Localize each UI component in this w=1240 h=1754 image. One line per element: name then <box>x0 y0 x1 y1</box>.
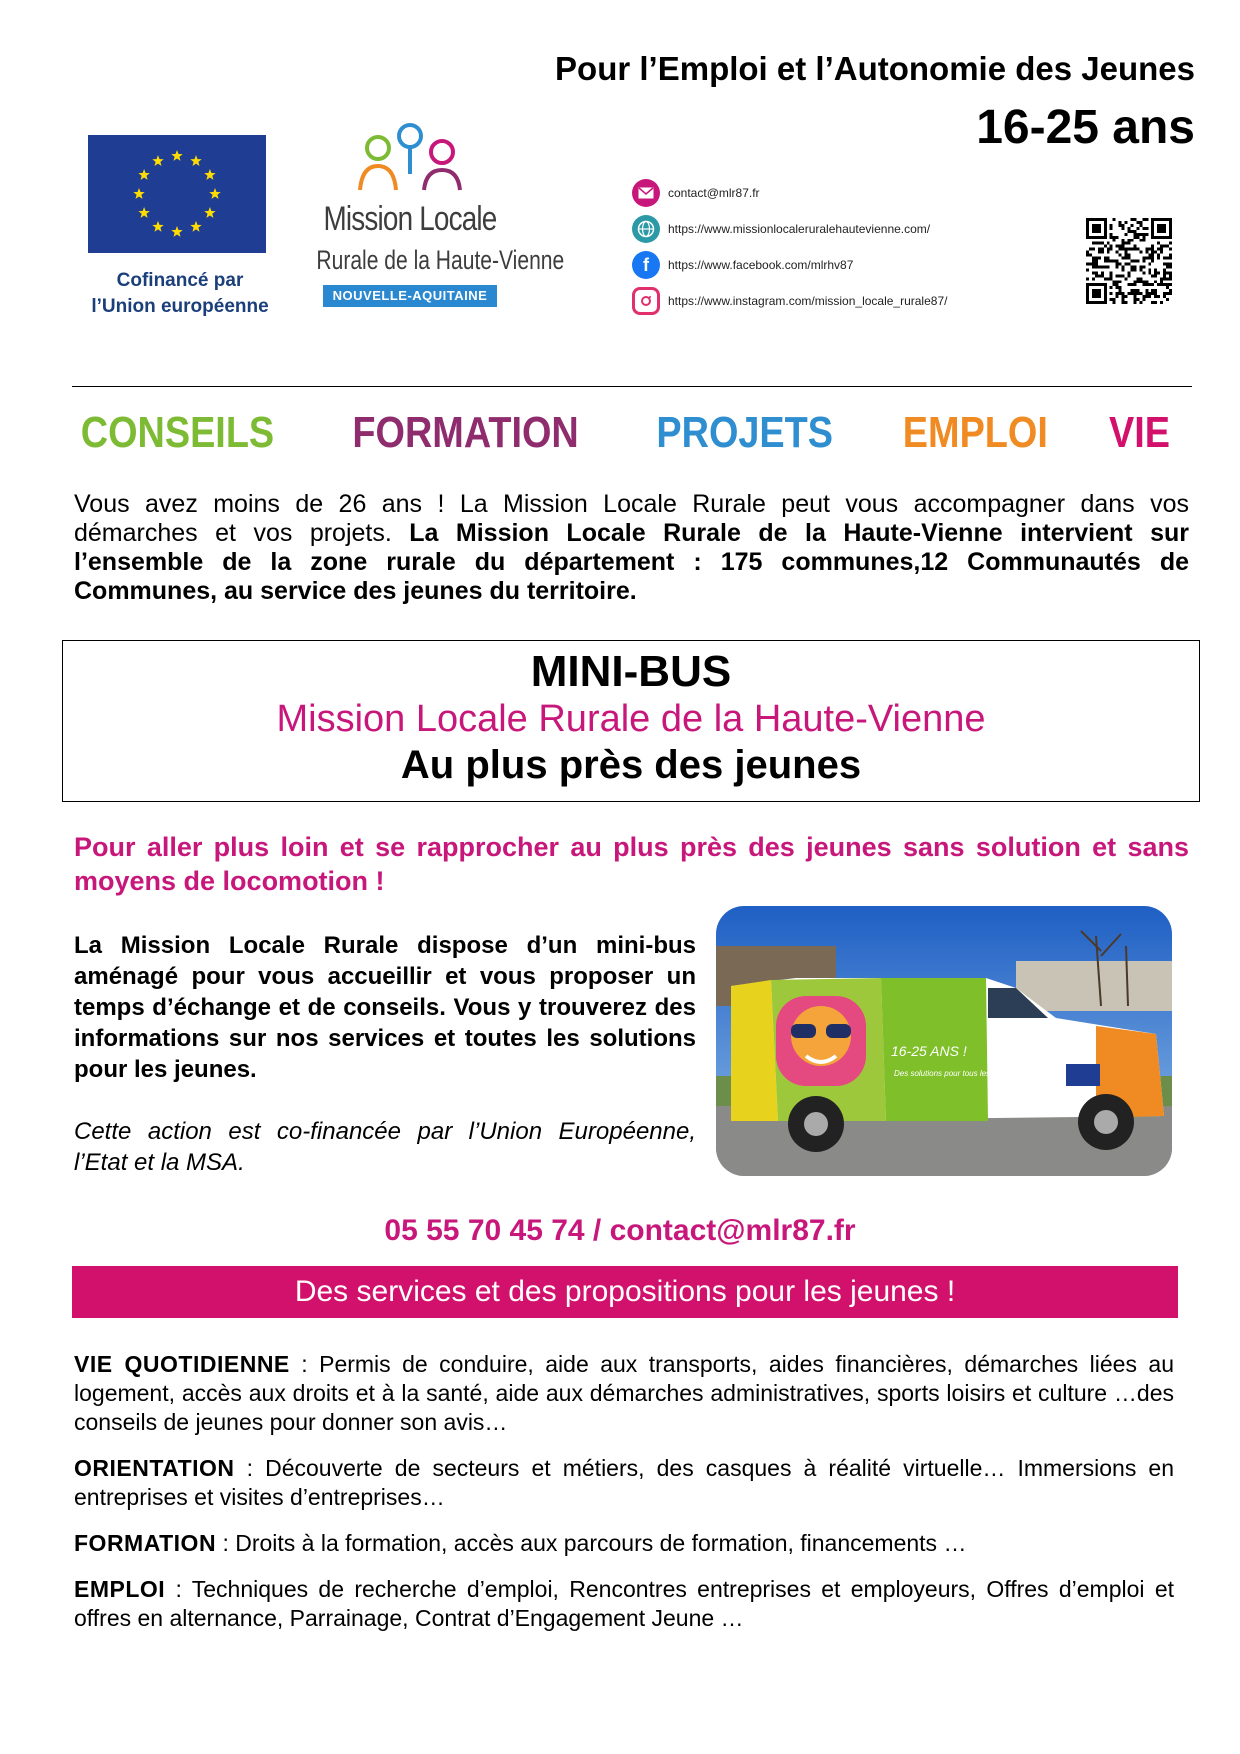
keyword-row <box>0 408 1240 458</box>
services-list <box>74 1350 1174 1650</box>
lead-text: Pour aller plus loin et se rapprocher au plus près des jeunes sans solution et sans moyens de locomotion ! <box>74 832 1189 896</box>
keyword-emploi: EMPLOI <box>902 408 1049 457</box>
service-title: VIE QUOTIDIENNE <box>74 1351 290 1377</box>
keyword-conseils: CONSEILS <box>80 408 275 457</box>
service-item <box>74 1454 1174 1512</box>
instagram-icon <box>632 287 660 315</box>
contact-line[interactable]: 05 55 70 45 74 / contact@mlr87.fr <box>384 1214 856 1247</box>
minibus-illustration <box>716 906 1172 1176</box>
intro-bold: La Mission Locale Rurale de la Haute-Vienne intervient sur l’ensemble de la zone rurale du département : 175 communes,12 Communautés de Communes, au service des jeunes du territoire. <box>74 519 1189 605</box>
minibus-title: MINI-BUS <box>530 647 732 696</box>
contact-website[interactable] <box>632 211 1052 247</box>
contact-facebook-text: https://www.facebook.com/mlrhv87 <box>668 258 854 272</box>
header-tagline: Pour l’Emploi et l’Autonomie des Jeunes <box>555 50 1195 87</box>
minibus-tagline: Au plus près des jeunes <box>400 743 862 787</box>
services-banner: Des services et des propositions pour les jeunes ! <box>72 1266 1178 1318</box>
contact-website-text: https://www.missionlocaleruralehautevienne.com/ <box>668 222 931 236</box>
cofinance-note: Cette action est co-financée par l’Union Européenne, l’Etat et la MSA. <box>74 1118 696 1176</box>
contact-list <box>632 175 1052 319</box>
minibus-title-box <box>62 640 1200 802</box>
qr-code-icon[interactable] <box>1086 218 1172 304</box>
people-logo-icon <box>350 122 470 194</box>
service-text: : Permis de conduire, aide aux transports, aides financières, démarches liées au logement, accès aux droits et à la santé, aide aux démarches administratives, sports loisirs et culture …des conseils de jeunes pour donner son avis… <box>74 1351 1174 1435</box>
minibus-photo <box>716 906 1172 1176</box>
eu-cofinance-label <box>60 268 300 320</box>
header-divider <box>72 386 1192 387</box>
contact-facebook[interactable] <box>632 247 1052 283</box>
globe-icon <box>632 215 660 243</box>
contact-instagram-text: https://www.instagram.com/mission_locale_rurale87/ <box>668 294 948 308</box>
logo-subtitle: Rurale de la Haute-Vienne <box>316 245 565 275</box>
service-text: : Découverte de secteurs et métiers, des casques à réalité virtuelle… Immersions en entreprises et visites d’entreprises… <box>74 1455 1174 1510</box>
service-text: : Techniques de recherche d’emploi, Rencontres entreprises et employeurs, Offres d’emploi et offres en alternance, Parrainage, Contrat d’Engagement Jeune … <box>74 1576 1174 1631</box>
keyword-vie: VIE <box>1109 408 1171 457</box>
contact-instagram[interactable] <box>632 283 1052 319</box>
bus-age-text: 16-25 ANS ! <box>891 1043 967 1059</box>
service-item <box>74 1350 1174 1437</box>
keyword-formation: FORMATION <box>352 408 579 457</box>
minibus-subtitle: Mission Locale Rurale de la Haute-Vienne <box>276 698 986 740</box>
facebook-icon: f <box>632 251 660 279</box>
minibus-description: La Mission Locale Rurale dispose d’un mini-bus aménagé pour vous accueillir et vous proposer un temps d’échange et de conseils. Vous y trouverez des informations sur nos services et toutes les solutions pour les jeunes. <box>74 932 696 1083</box>
eu-flag-icon <box>88 135 266 253</box>
keyword-projets: PROJETS <box>655 408 833 457</box>
service-item <box>74 1529 1174 1558</box>
bus-slogan-text: Des solutions pour tous les projets <box>894 1069 1017 1078</box>
contact-email[interactable] <box>632 175 1052 211</box>
service-item <box>74 1575 1174 1633</box>
contact-email-text: contact@mlr87.fr <box>668 186 760 200</box>
service-title: ORIENTATION <box>74 1455 235 1481</box>
logo-name: Mission Locale <box>323 200 497 238</box>
mail-icon <box>632 179 660 207</box>
mission-locale-logo <box>290 122 565 312</box>
intro-paragraph <box>74 490 1189 606</box>
service-title: EMPLOI <box>74 1576 166 1602</box>
intro-plain: Vous avez moins de 26 ans ! La Mission Locale Rurale peut vous accompagner dans vos démarches et vos projets. <box>74 490 1189 547</box>
eu-line-2: l’Union européenne <box>91 296 269 317</box>
eu-line-1: Cofinancé par <box>116 270 244 291</box>
service-text: : Droits à la formation, accès aux parcours de formation, financements … <box>216 1530 967 1556</box>
logo-region-badge: NOUVELLE-AQUITAINE <box>323 285 497 307</box>
header-age-range: 16-25 ans <box>976 101 1195 154</box>
service-title: FORMATION <box>74 1530 217 1556</box>
